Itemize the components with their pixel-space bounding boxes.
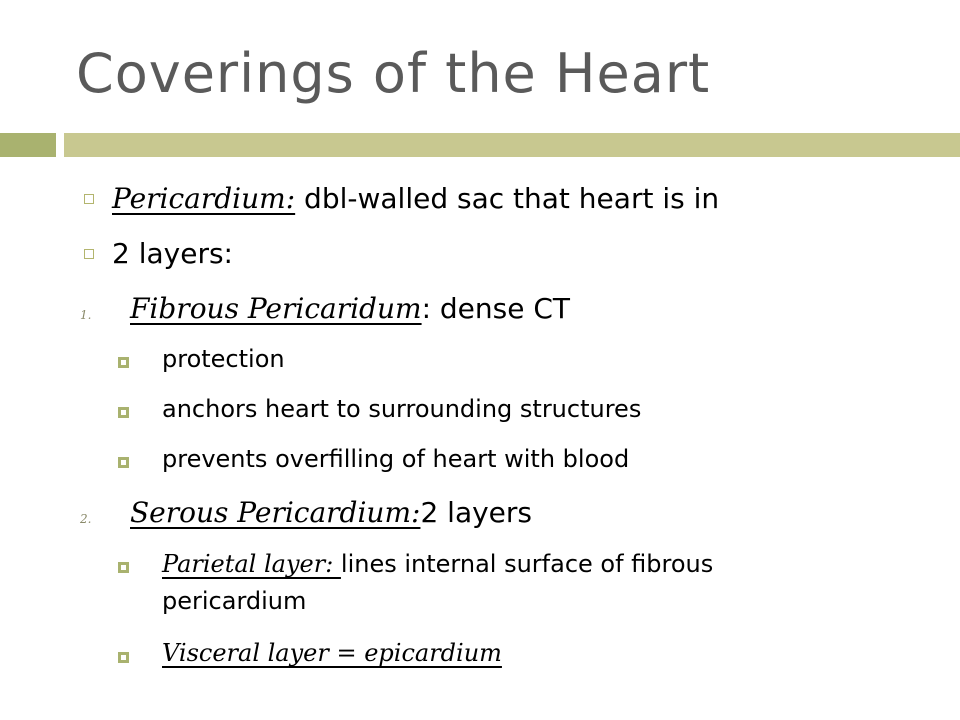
numbered-item-serous: [130, 496, 532, 529]
slide-title: Coverings of the Heart: [76, 42, 711, 105]
filled-bullet-icon: [118, 407, 129, 418]
bullet-pericardium: [112, 182, 719, 215]
sub-bullet: prevents overfilling of heart with blood: [162, 445, 630, 473]
list-number: 2.: [80, 512, 92, 526]
numbered-item-fibrous: [130, 292, 570, 325]
term-pericardium: Pericardium:: [112, 182, 296, 215]
sub-bullet: anchors heart to surrounding structures: [162, 395, 642, 423]
sub-bullet: protection: [162, 345, 285, 373]
accent-bar-right: [64, 133, 960, 157]
bullet-text: dbl-walled sac that heart is in: [295, 182, 720, 215]
term-fibrous: Fibrous Pericaridum: [130, 292, 422, 325]
filled-bullet-icon: [118, 562, 129, 573]
item-text: : dense CT: [421, 292, 571, 325]
term-serous: Serous Pericardium:: [130, 496, 421, 529]
list-number: 1.: [80, 308, 92, 322]
square-bullet-icon: [84, 194, 94, 204]
term-visceral: Visceral layer = epicardium: [162, 639, 502, 667]
sub-bullet-text: lines internal surface of fibrous: [340, 550, 714, 578]
filled-bullet-icon: [118, 457, 129, 468]
bullet-text: 2 layers:: [112, 237, 233, 270]
filled-bullet-icon: [118, 652, 129, 663]
sub-bullet-visceral: [162, 639, 502, 667]
term-parietal: Parietal layer:: [162, 550, 341, 578]
accent-bar-left: [0, 133, 56, 157]
filled-bullet-icon: [118, 357, 129, 368]
sub-bullet-parietal: [162, 550, 713, 578]
bullet-layers: [112, 237, 233, 270]
sub-bullet-continuation: pericardium: [162, 587, 307, 615]
square-bullet-icon: [84, 249, 94, 259]
item-text: 2 layers: [420, 496, 533, 529]
